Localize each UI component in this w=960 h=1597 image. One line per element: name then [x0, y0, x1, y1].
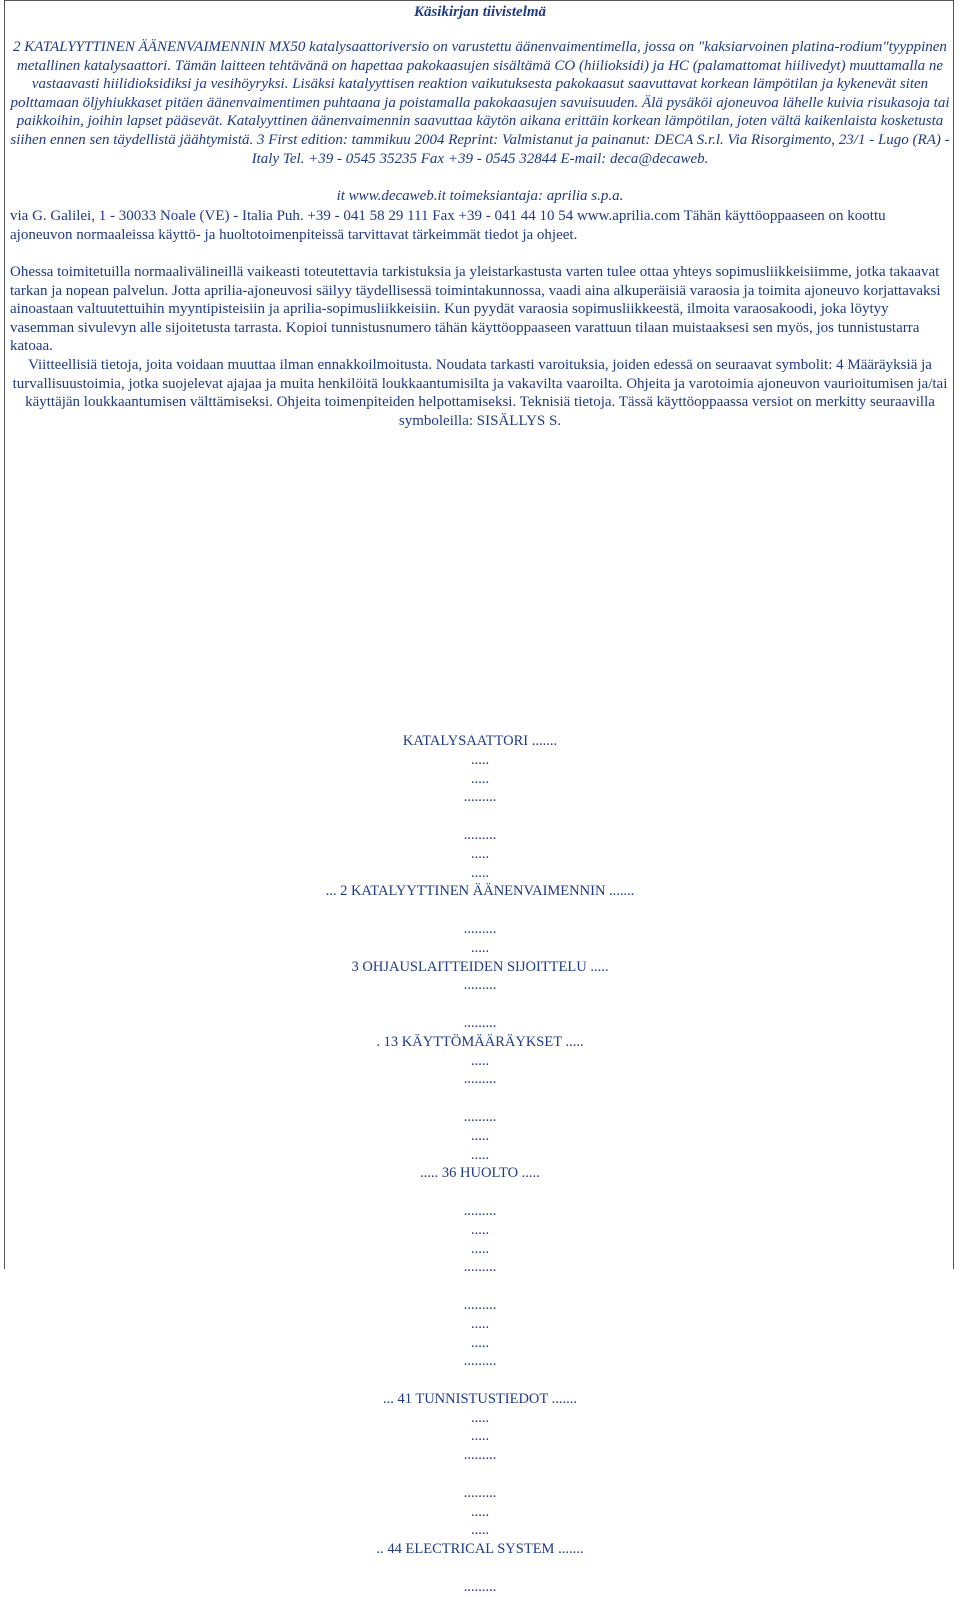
- toc-line: KATALYSAATTORI .......: [402, 733, 558, 749]
- toc-line: .....: [470, 1503, 490, 1520]
- toc-line: .....: [470, 1428, 490, 1445]
- toc-line: .....: [470, 939, 490, 956]
- toc-line: .........: [463, 1484, 497, 1501]
- toc-line: [0, 901, 960, 920]
- toc-line: .....: [470, 751, 490, 768]
- page-title: Käsikirjan tiivistelmä: [413, 4, 547, 20]
- toc-line: [0, 1465, 960, 1484]
- toc-line: ..... 36 HUOLTO .....: [420, 1165, 540, 1182]
- notice-paragraph: Viitteellisiä tietoja, joita voidaan muuttaa ilman ennakkoilmoitusta. Noudata tarkasti varoituksia, joiden edessä on seuraavat symbolit: 4 Määräyksiä ja turvallisuustoimia, jotka suojelevat ajajaa ja muita henkilöitä loukkaantumisilta ja vakavilta vaaroilta. Ohjeita ja varotoimia ajoneuvon vaurioitumisen ja/tai käyttäjän loukkaantumisen välttämiseksi. Ohjeita toimenpiteiden helpottamiseksi. Teknisiä tietoja. Tässä käyttöoppaassa versiot on merkitty seuraavilla symboleilla: SISÄLLYS S.: [12, 357, 948, 429]
- toc-line: .........: [463, 1108, 497, 1125]
- toc-line: .........: [463, 977, 497, 994]
- toc-line: .....: [470, 845, 490, 862]
- toc-line: .........: [463, 1447, 497, 1464]
- table-of-contents: [0, 732, 960, 1597]
- toc-line: .....: [470, 1221, 490, 1238]
- toc-line: .........: [463, 789, 497, 806]
- toc-line: [0, 1371, 960, 1390]
- toc-line: .........: [463, 826, 497, 843]
- toc-line: . 13 KÄYTTÖMÄÄRÄYKSET .....: [376, 1033, 584, 1050]
- toc-line: .....: [470, 1052, 490, 1069]
- toc-line: .........: [463, 1296, 497, 1313]
- toc-line: .....: [470, 1522, 490, 1539]
- toc-line: [0, 995, 960, 1014]
- toc-line: [0, 1089, 960, 1108]
- toc-line: .....: [470, 1315, 490, 1332]
- toc-line: .....: [470, 1146, 490, 1163]
- toc-line: .........: [463, 1014, 497, 1031]
- intro-paragraph: 2 KATALYYTTINEN ÄÄNENVAIMENNIN MX50 katalysaattoriversio on varustettu äänenvaimentimella, jossa on "kaksiarvoinen platina-rodium"tyyppinen metallinen katalysaattori. Tämän laitteen tehtävänä on hapettaa pakokaasujen sisältämä CO (hiilioksidi) ja HC (palamattomat hiilivedyt) muuttamalla ne vastaavasti hiilidioksidiksi ja vesihöyryksi. Lisäksi katalyyttisen reaktion vaikutuksesta pakokaasut saavuttavat korkean lämpötilan ja kykenevät siten polttamaan öljyhiukkaset pitäen äänenvaimentimen puhtaana ja poistamalla pakokaasujen savuisuuden. Älä pysäköi ajoneuvoa lähelle kuivia risukasoja tai paikkoihin, joihin lapset pääsevät. Katalyyttinen äänenvaimennin saavuttaa käytön aikana erittäin korkean lämpötilan, joten vältä kaikenlaista kosketusta siihen ennen sen täydellistä jäähtymistä. 3 First edition: tammikuu 2004 Reprint: Valmistanut ja painanut: DECA S.r.l. Via Risorgimento, 23/1 - Lugo (RA) - Italy Tel. +39 - 0545 35235 Fax +39 - 0545 32844 E-mail: deca@decaweb.: [10, 39, 950, 167]
- toc-line: .........: [463, 1259, 497, 1276]
- toc-line: .........: [463, 1353, 497, 1370]
- toc-line: [0, 1183, 960, 1202]
- toc-line: [0, 1559, 960, 1578]
- service-paragraph: Ohessa toimitetuilla normaalivälineillä vaikeasti toteutettavia tarkistuksia ja yleistarkastusta varten tulee ottaa yhteys sopimusliikkeisiimme, jotka takaavat tarkan ja nopean palvelun. Jotta aprilia-ajoneuvosi säilyy täydellisessä toimintakunnossa, vaadi aina alkuperäisiä varaosia ja toimita ajoneuvo korjattavaksi ainoastaan valtuutettuihin myyntipisteisiin ja aprilia-sopimusliikkeisiin. Kun pyydät varaosia sopimusliikkeestä, ilmoita varaosakoodi, joka löytyy vasemman sivulevyn alle sijoitetusta tarrasta. Kopioi tunnistusnumero tähän käyttöoppaaseen varattuun tilaan muistaaksesi sen myös, jos tunnistustarra katoaa.: [10, 264, 941, 355]
- toc-line: [0, 1277, 960, 1296]
- toc-line: .. 44 ELECTRICAL SYSTEM .......: [376, 1541, 584, 1558]
- address-paragraph: via G. Galilei, 1 - 30033 Noale (VE) - Italia Puh. +39 - 041 58 29 111 Fax +39 - 041 44 10 54 www.aprilia.com Tähän käyttöoppaaseen on koottu ajoneuvon normaaleissa käyttö- ja huoltotoimenpiteissä tarvittavat tärkeimmät tiedot ja ohjeet.: [10, 208, 886, 243]
- toc-line: .........: [463, 1071, 497, 1088]
- toc-line: ... 41 TUNNISTUSTIEDOT .......: [382, 1390, 577, 1407]
- toc-line: .....: [470, 1409, 490, 1426]
- toc-line: .........: [463, 1202, 497, 1219]
- publisher-line: it www.decaweb.it toimeksiantaja: aprilia s.p.a.: [336, 188, 624, 204]
- toc-line: .....: [470, 1240, 490, 1257]
- toc-line: 3 OHJAUSLAITTEIDEN SIJOITTELU .....: [351, 958, 609, 975]
- toc-line: .....: [470, 1127, 490, 1144]
- toc-line: .....: [470, 1334, 490, 1351]
- toc-line: .....: [470, 864, 490, 881]
- toc-line: .....: [470, 770, 490, 787]
- toc-line: .........: [463, 920, 497, 937]
- toc-line: ... 2 KATALYYTTINEN ÄÄNENVAIMENNIN .......: [325, 883, 635, 900]
- toc-line: .........: [463, 1578, 497, 1595]
- toc-line: [0, 807, 960, 826]
